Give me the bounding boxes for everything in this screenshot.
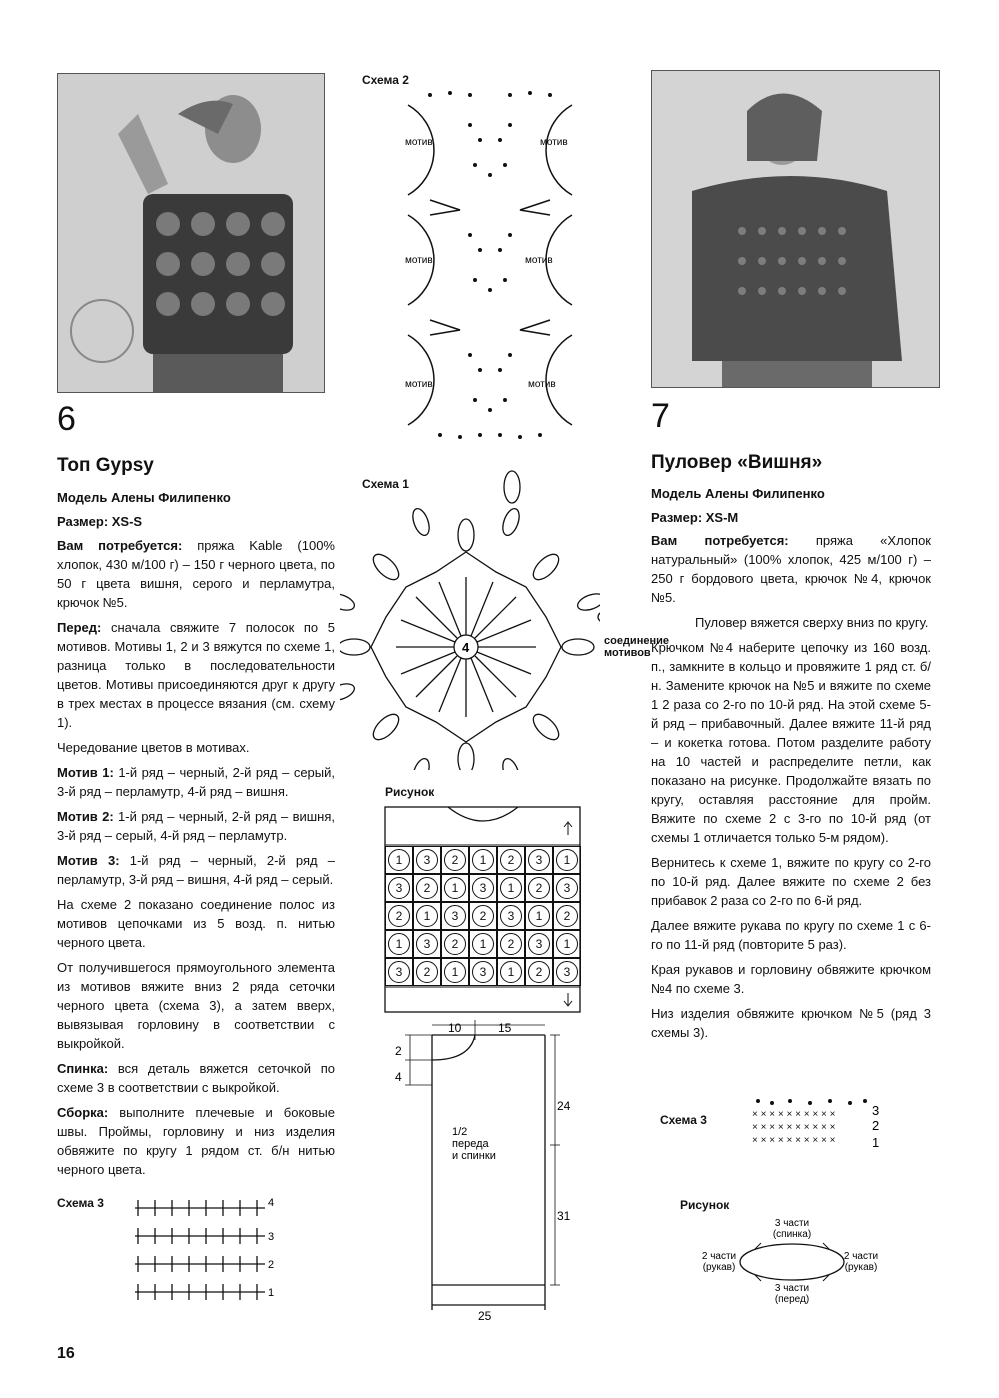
paragraph: Крючком №4 наберите цепочку из 160 возд. п., замкните в кольцо и провяжите 1 ряд ст. б/н. Замените крючок на №5 и вяжите по схеме 1 2 раза со 2-го по 10-й ряд. На этой схеме 5-й ряд – прибавочный. Далее вяжите 11-й ряд – и кокетка готова. Потом разделите работу на 10 частей и распределите петли, как показано на рисунке. Продолжайте вязать по кругу, оставляя расстояние для пройм. Вяжите по схеме 2 с 3-го по 10-й ряд (от схемы 1 отличается только 5-м рядом). xyxy=(651,640,931,845)
instructions-left xyxy=(57,536,335,1185)
paragraph: От получившегося прямоугольного элемента из мотивов вяжите вниз 2 ряда сеточки черного цвета (схема 3), а затем вверх, вывязывая горловину в соответствии с выкройкой. xyxy=(57,960,335,1051)
dim-label: 4 xyxy=(395,1070,402,1084)
row xyxy=(135,1200,265,1216)
paragraph: Далее вяжите рукава по кругу по схеме 1 с 6-го по 11-й ряд (повторите 5 раз). xyxy=(651,918,931,952)
paragraph: Мотив 2: 1-й ряд – черный, 2-й ряд – вишня, 3-й ряд – серый, 4-й ряд – перламутр. xyxy=(57,809,335,843)
drawing-label-center: Рисунок xyxy=(385,785,435,799)
project-title-right: Пуловер «Вишня» xyxy=(651,452,823,473)
photo-pullover xyxy=(651,70,940,388)
row-number: 3 xyxy=(268,1231,275,1243)
motif-label: мотив xyxy=(540,137,568,148)
motif-label: мотив xyxy=(525,255,553,266)
model-author-right: Модель Алены Филипенко xyxy=(651,486,825,501)
row-number: 3 xyxy=(872,1103,880,1118)
grid-cell: 3 xyxy=(469,874,497,902)
ring-label: 2 части xyxy=(843,1251,879,1262)
scheme1-diagram xyxy=(340,465,600,770)
dim-label: 10 xyxy=(448,1021,462,1035)
dim-label: 15 xyxy=(498,1021,512,1035)
paragraph: Мотив 1: 1-й ряд – черный, 2-й ряд – серый, 3-й ряд – перламутр, 4-й ряд – вишня. xyxy=(57,765,335,799)
grid-cell: 2 xyxy=(497,930,525,958)
row-number: 4 xyxy=(268,1197,275,1209)
grid-cell: 2 xyxy=(441,846,469,874)
dim-label: 31 xyxy=(557,1209,571,1223)
svg-text:× × × × × × × × × ×: × × × × × × × × × × xyxy=(752,1109,836,1120)
row-number: 1 xyxy=(872,1135,880,1150)
svg-text:× × × × × × × × × ×: × × × × × × × × × × xyxy=(752,1122,836,1133)
center-number: 4 xyxy=(462,640,470,655)
paragraph: Края рукавов и горловину обвяжите крючком №4 по схеме 3. xyxy=(651,962,931,996)
motif-label: мотив xyxy=(528,379,556,390)
paragraph: Пуловер вяжется сверху вниз по кругу. xyxy=(695,615,929,630)
ring-label: (перед) xyxy=(774,1294,810,1305)
motif-label: мотив xyxy=(405,137,433,148)
drawing-label-right: Рисунок xyxy=(680,1198,730,1212)
row-number: 2 xyxy=(872,1118,880,1133)
ring-label: (рукав) xyxy=(702,1262,736,1273)
motif-label: мотив xyxy=(405,255,433,266)
size-left: Размер: XS-S xyxy=(57,514,143,529)
instructions-right xyxy=(651,531,931,1048)
grid-cell: 3 xyxy=(441,902,469,930)
grid-cell: 3 xyxy=(553,958,581,986)
grid-cell: 2 xyxy=(469,902,497,930)
paragraph: Сборка: выполните плечевые и боковые швы. Проймы, горловину и низ изделия обвяжите по кругу 1 рядом ст. б/н нитью черного цвета. xyxy=(57,1105,335,1177)
paragraph: Вернитесь к схеме 1, вяжите по кругу со 2-го по 10-й ряд. Далее вяжите по схеме 2 без прибавок 2 раза со 2-го по 6-й ряд. xyxy=(651,855,931,908)
grid-cell: 1 xyxy=(385,930,413,958)
grid-cell: 2 xyxy=(413,874,441,902)
paragraph: Спинка: вся деталь вяжется сеточкой по схеме 3 в соответствии с выкройкой. xyxy=(57,1061,335,1095)
grid-cell: 3 xyxy=(525,846,553,874)
paragraph: Низ изделия обвяжите крючком №5 (ряд 3 схемы 3). xyxy=(651,1006,931,1040)
grid-cell: 2 xyxy=(385,902,413,930)
join-label: соединение мотивов xyxy=(604,635,669,659)
paragraph: Чередование цветов в мотивах. xyxy=(57,740,250,755)
scheme3-diagram-left xyxy=(130,1190,280,1310)
size-right: Размер: XS-M xyxy=(651,510,739,525)
grid-cell: 1 xyxy=(497,874,525,902)
paragraph: Мотив 3: 1-й ряд – черный, 2-й ряд – перламутр, 3-й ряд – вишня, 4-й ряд – серый. xyxy=(57,853,335,887)
pattern-caption: и спинки xyxy=(452,1150,496,1162)
dim-label: 24 xyxy=(557,1099,571,1113)
grid-cell: 1 xyxy=(525,902,553,930)
motif-grid xyxy=(385,846,581,986)
grid-cell: 1 xyxy=(413,902,441,930)
grid-cell: 3 xyxy=(413,930,441,958)
scheme1-label: Схема 1 xyxy=(362,477,409,491)
grid-cell: 1 xyxy=(441,958,469,986)
ring-label: 3 части xyxy=(774,1283,810,1294)
grid-cell: 2 xyxy=(497,846,525,874)
model-author-left: Модель Алены Филипенко xyxy=(57,490,231,505)
grid-cell: 1 xyxy=(497,958,525,986)
ring-label: 3 части xyxy=(774,1218,810,1229)
project-title-left: Топ Gypsy xyxy=(57,455,154,476)
ring-label: 2 части xyxy=(701,1251,737,1262)
ring-label: (рукав) xyxy=(844,1262,878,1273)
page-number: 16 xyxy=(57,1345,75,1362)
grid-cell: 2 xyxy=(525,958,553,986)
grid-cell: 2 xyxy=(553,902,581,930)
project-number-left: 6 xyxy=(57,400,76,438)
svg-text:× × × × × × × × × ×: × × × × × × × × × × xyxy=(752,1135,836,1146)
project-number-right: 7 xyxy=(651,397,670,435)
grid-cell: 3 xyxy=(385,874,413,902)
scheme2-label: Схема 2 xyxy=(362,73,409,87)
grid-cell: 3 xyxy=(525,930,553,958)
paragraph: Перед: сначала свяжите 7 полосок по 5 мотивов. Мотивы 1, 2 и 3 вяжутся по схеме 1, разница только в последовательности цветов. Мотивы присоединяются друг к другу в трех местах в процессе вязания (см. схему 1). xyxy=(57,620,335,730)
grid-cell: 2 xyxy=(413,958,441,986)
pattern-diagram xyxy=(390,1015,590,1325)
ring-diagram xyxy=(695,1215,890,1310)
paragraph: Вам потребуется: пряжа Kable (100% хлопок, 430 м/100 г) – 150 г черного цвета, по 50 г цвета вишня, серого и перламутра, крючок №5. xyxy=(57,538,335,610)
watermark-logo xyxy=(70,299,134,363)
row-number: 1 xyxy=(268,1287,275,1299)
grid-cell: 1 xyxy=(469,846,497,874)
grid-cell: 3 xyxy=(413,846,441,874)
grid-cell: 2 xyxy=(525,874,553,902)
grid-cell: 1 xyxy=(469,930,497,958)
scheme2-diagram xyxy=(400,85,580,445)
dim-label: 25 xyxy=(478,1309,492,1323)
pattern-caption: переда xyxy=(452,1138,489,1150)
scheme3-label-left: Схема 3 xyxy=(57,1196,104,1210)
grid-cell: 1 xyxy=(385,846,413,874)
dim-label: 2 xyxy=(395,1044,402,1058)
grid-cell: 1 xyxy=(553,846,581,874)
grid-cell: 1 xyxy=(553,930,581,958)
pattern-caption: 1/2 xyxy=(452,1126,468,1138)
motif-label: мотив xyxy=(405,379,433,390)
photo-top-gypsy xyxy=(57,73,325,393)
grid-cell: 2 xyxy=(441,930,469,958)
row-number: 2 xyxy=(268,1259,275,1271)
grid-cell: 3 xyxy=(469,958,497,986)
grid-cell: 1 xyxy=(441,874,469,902)
paragraph: Вам потребуется: пряжа «Хлопок натуральный» (100% хлопок, 425 м/100 г) – 250 г бордового цвета, крючок №4, крючок №5. xyxy=(651,533,931,605)
grid-cell: 3 xyxy=(497,902,525,930)
grid-cell: 3 xyxy=(553,874,581,902)
scheme3-diagram-right xyxy=(750,1097,885,1152)
ring-label: (спинка) xyxy=(772,1229,812,1240)
scheme3-label-right: Схема 3 xyxy=(660,1113,707,1127)
paragraph: На схеме 2 показано соединение полос из мотивов цепочками из 5 возд. п. нитью черного цвета. xyxy=(57,897,335,950)
grid-cell: 3 xyxy=(385,958,413,986)
